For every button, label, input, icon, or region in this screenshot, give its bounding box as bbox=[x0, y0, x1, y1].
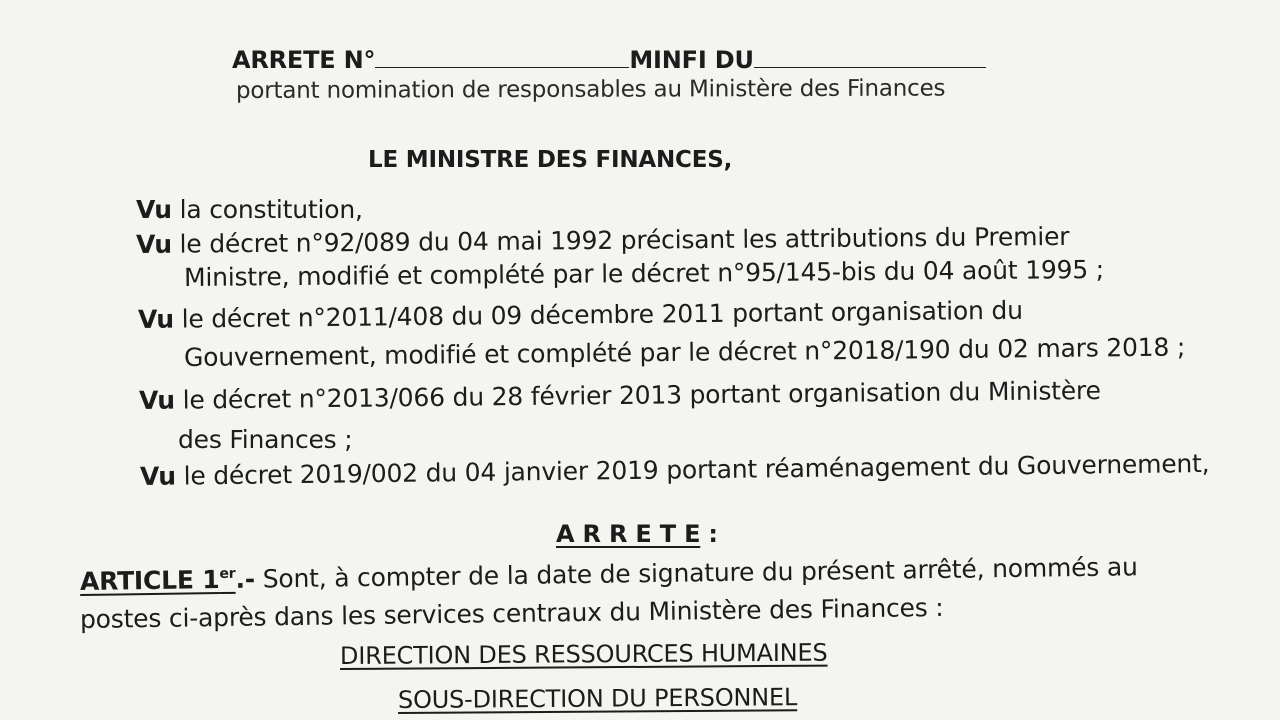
visa-text: le décret n°2013/066 du 28 février 2013 portant organisation du Ministère bbox=[174, 375, 1101, 415]
visa-3-continued: Gouvernement, modifié et complété par le décret n°2018/190 du 02 mars 2018 ; bbox=[183, 332, 1186, 372]
article-1 bbox=[80, 552, 1138, 596]
visa-text: la constitution, bbox=[171, 195, 363, 224]
article-1-label-text: ARTICLE 1 bbox=[79, 565, 220, 596]
visa-vu: Vu bbox=[137, 304, 175, 334]
visa-4 bbox=[139, 376, 1101, 415]
article-1-sup: er bbox=[219, 565, 236, 583]
arrete-heading bbox=[556, 520, 718, 548]
visa-2-continued: Ministre, modifié et complété par le décret n°95/145-bis du 04 août 1995 ; bbox=[183, 254, 1105, 292]
minister-heading: LE MINISTRE DES FINANCES, bbox=[368, 147, 733, 173]
arrete-subtitle: portant nomination de responsables au Ministère des Finances bbox=[235, 75, 946, 104]
visa-4-continued: des Finances ; bbox=[178, 425, 353, 454]
sous-direction-heading: SOUS-DIRECTION DU PERSONNEL bbox=[397, 683, 798, 714]
arrete-date-blank bbox=[754, 66, 986, 68]
arrete-heading-text: A R R E T E bbox=[556, 520, 701, 548]
direction-heading: DIRECTION DES RESSOURCES HUMAINES bbox=[339, 638, 828, 670]
visa-vu: Vu bbox=[139, 461, 177, 491]
visa-text: le décret n°2011/408 du 09 décembre 2011 portant organisation du bbox=[173, 295, 1023, 334]
visa-5 bbox=[140, 449, 1210, 491]
visa-vu: Vu bbox=[138, 385, 176, 415]
visa-vu: Vu bbox=[136, 195, 172, 224]
visa-1 bbox=[136, 195, 363, 224]
arrete-heading-colon: : bbox=[700, 520, 718, 548]
arrete-number-line bbox=[232, 46, 986, 74]
arrete-minfi-du: MINFI DU bbox=[629, 46, 754, 74]
article-1-continued: postes ci-après dans les services centraux du Ministère des Finances : bbox=[79, 592, 944, 634]
arrete-number-blank bbox=[375, 66, 629, 68]
visa-3 bbox=[138, 296, 1023, 334]
visa-text: le décret n°92/089 du 04 mai 1992 précisant les attributions du Premier bbox=[171, 221, 1070, 259]
article-1-suffix: .- bbox=[235, 564, 256, 594]
visa-text: le décret 2019/002 du 04 janvier 2019 portant réaménagement du Gouvernement, bbox=[175, 448, 1210, 491]
article-1-text: Sont, à compter de la date de signature du présent arrêté, nommés au bbox=[254, 552, 1138, 594]
article-1-label bbox=[80, 565, 236, 596]
arrete-prefix: ARRETE N° bbox=[232, 46, 376, 74]
visa-vu: Vu bbox=[135, 229, 172, 259]
visa-2 bbox=[136, 222, 1070, 259]
